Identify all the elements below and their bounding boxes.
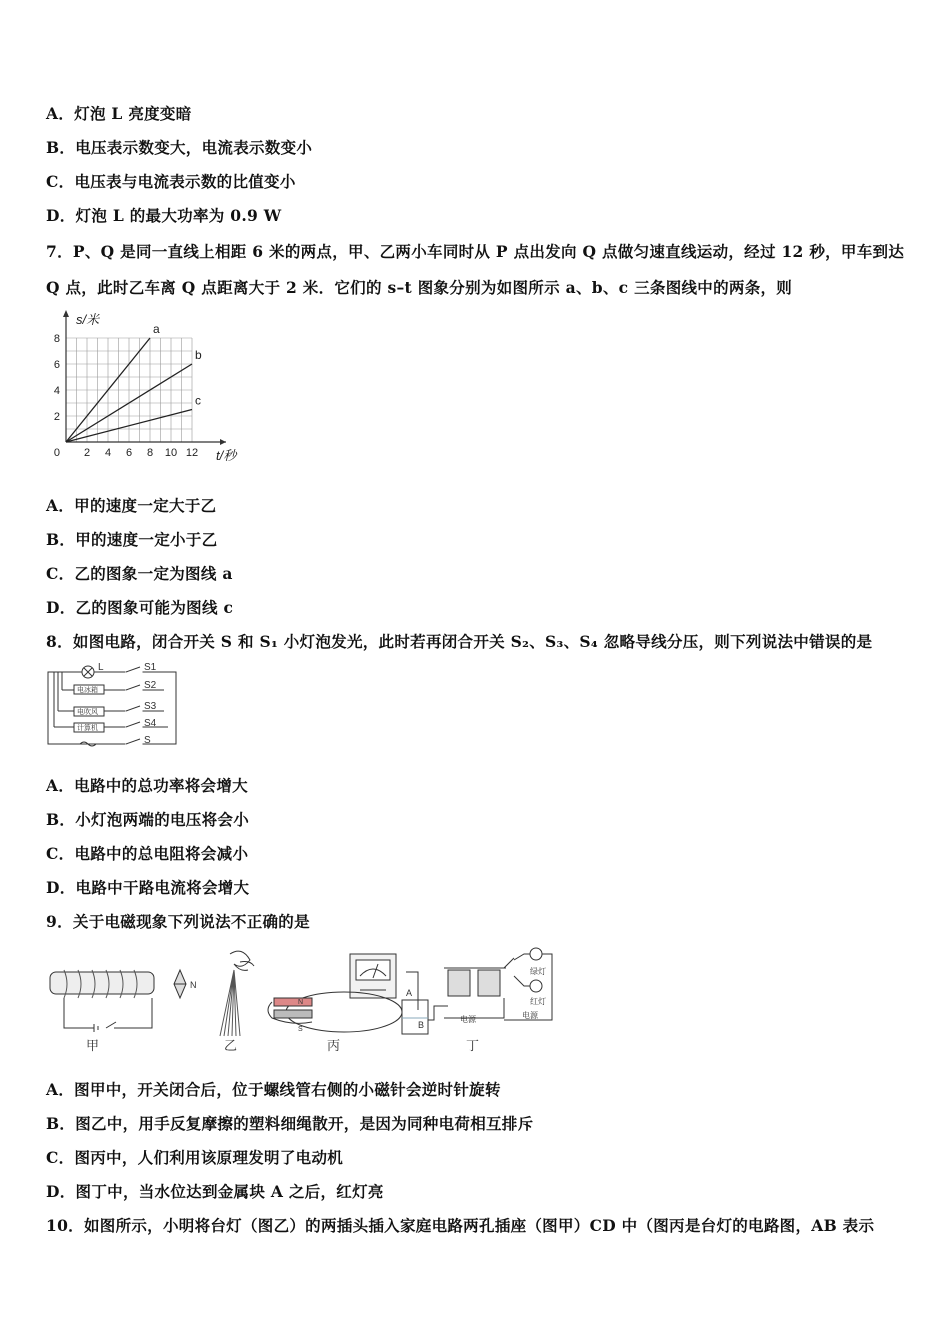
- x-tick-label: 6: [125, 447, 133, 459]
- q7-option-d: D．乙的图象可能为图线 c: [46, 598, 234, 617]
- solenoid-figure: [50, 970, 154, 1053]
- svg-text:S3: S3: [144, 701, 157, 712]
- svg-text:丁: 丁: [466, 1038, 480, 1053]
- compass-needle-figure: [174, 970, 197, 998]
- q6-option-b: B．电压表示数变大，电流表示数变小: [46, 138, 313, 157]
- y-tick-label: 4: [53, 385, 60, 397]
- q6-option-c: C．电压表与电流表示数的比值变小: [46, 172, 296, 191]
- lamp-label: L: [98, 662, 104, 673]
- svg-text:S: S: [144, 735, 151, 746]
- q8-circuit-diagram: [44, 660, 184, 750]
- q7-stem-line1: 7．P、Q 是同一直线上相距 6 米的两点，甲、乙两小车同时从 P 点出发向 Q 点做匀速直线运动，经过 12 秒，甲车到达: [46, 242, 905, 261]
- svg-text:乙: 乙: [224, 1038, 238, 1053]
- y-axis-label: s/米: [76, 312, 100, 327]
- q9-stem: 9．关于电磁现象下列说法不正确的是: [46, 912, 310, 931]
- y-tick-label: 8: [53, 333, 60, 345]
- q7-option-c: C．乙的图象一定为图线 a: [46, 564, 233, 583]
- chart-axes: [63, 310, 239, 463]
- x-tick-label: 8: [146, 447, 154, 459]
- svg-text:B: B: [418, 1020, 425, 1030]
- svg-text:电冰箱: 电冰箱: [77, 687, 98, 694]
- q8-option-d: D．电路中干路电流将会增大: [46, 878, 250, 897]
- x-tick-label: 10: [164, 447, 178, 459]
- q9-option-a: A．图甲中，开关闭合后，位于螺线管右侧的小磁针会逆时针旋转: [46, 1080, 501, 1099]
- y-axis-arrow: [63, 310, 69, 317]
- q6-option-d: D．灯泡 L 的最大功率为 0.9 W: [46, 206, 282, 225]
- x-axis-arrow: [220, 439, 226, 445]
- q8-option-c: C．电路中的总电阻将会减小: [46, 844, 249, 863]
- svg-text:S4: S4: [144, 718, 157, 729]
- svg-text:电吹风: 电吹风: [77, 709, 98, 716]
- galvanometer-figure: [268, 954, 402, 1053]
- svg-text:计算机: 计算机: [77, 725, 98, 732]
- x-tick-label: 2: [83, 447, 91, 459]
- x-tick-label: 4: [104, 447, 112, 459]
- series-label-a: a: [153, 322, 160, 336]
- st-graph: [46, 306, 256, 466]
- series-label-c: c: [195, 393, 201, 408]
- y-tick-label: 2: [53, 411, 60, 423]
- svg-text:绿灯: 绿灯: [530, 967, 546, 976]
- svg-text:S2: S2: [144, 680, 157, 691]
- svg-text:A: A: [406, 988, 413, 998]
- q9-option-d: D．图丁中，当水位达到金属块 A 之后，红灯亮: [46, 1182, 384, 1201]
- q9-option-c: C．图丙中，人们利用该原理发明了电动机: [46, 1148, 344, 1167]
- svg-text:S: S: [298, 1026, 303, 1033]
- svg-text:S1: S1: [144, 662, 157, 673]
- q10-stem: 10．如图所示，小明将台灯（图乙）的两插头插入家庭电路两孔插座（图甲）CD 中（图丙是台灯的电路图，AB 表示: [46, 1216, 875, 1235]
- q9-figures: [44, 940, 564, 1058]
- svg-text:红灯: 红灯: [530, 997, 546, 1006]
- series-label-b: b: [195, 348, 202, 362]
- svg-text:电源: 电源: [460, 1015, 476, 1024]
- x-tick-label: 0: [53, 447, 60, 459]
- q9-option-b: B．图乙中，用手反复摩擦的塑料细绳散开，是因为同种电荷相互排斥: [46, 1114, 534, 1133]
- water-level-alarm-figure: [402, 948, 552, 1053]
- q6-option-a: A．灯泡 L 亮度变暗: [46, 104, 192, 123]
- svg-text:甲: 甲: [86, 1038, 100, 1053]
- string-figure: [220, 951, 254, 1053]
- svg-text:N: N: [298, 999, 304, 1006]
- x-axis-label: t/秒: [216, 448, 237, 463]
- q7-option-b: B．甲的速度一定小于乙: [46, 530, 218, 549]
- x-tick-label: 12: [185, 447, 199, 459]
- q7-option-a: A．甲的速度一定大于乙: [46, 496, 217, 515]
- y-tick-label: 6: [53, 359, 60, 371]
- svg-text:丙: 丙: [327, 1038, 341, 1053]
- q8-option-a: A．电路中的总功率将会增大: [46, 776, 248, 795]
- svg-text:N: N: [190, 980, 197, 990]
- q8-stem: 8．如图电路，闭合开关 S 和 S₁ 小灯泡发光，此时若再闭合开关 S₂、S₃、S₄ 忽略导线分压，则下列说法中错误的是: [46, 632, 873, 651]
- svg-text:电源: 电源: [522, 1011, 538, 1020]
- q8-option-b: B．小灯泡两端的电压将会小: [46, 810, 250, 829]
- q7-stem-line2: Q 点，此时乙车离 Q 点距离大于 2 米．它们的 s–t 图象分别为如图所示 a、b、c 三条图线中的两条，则: [46, 278, 793, 297]
